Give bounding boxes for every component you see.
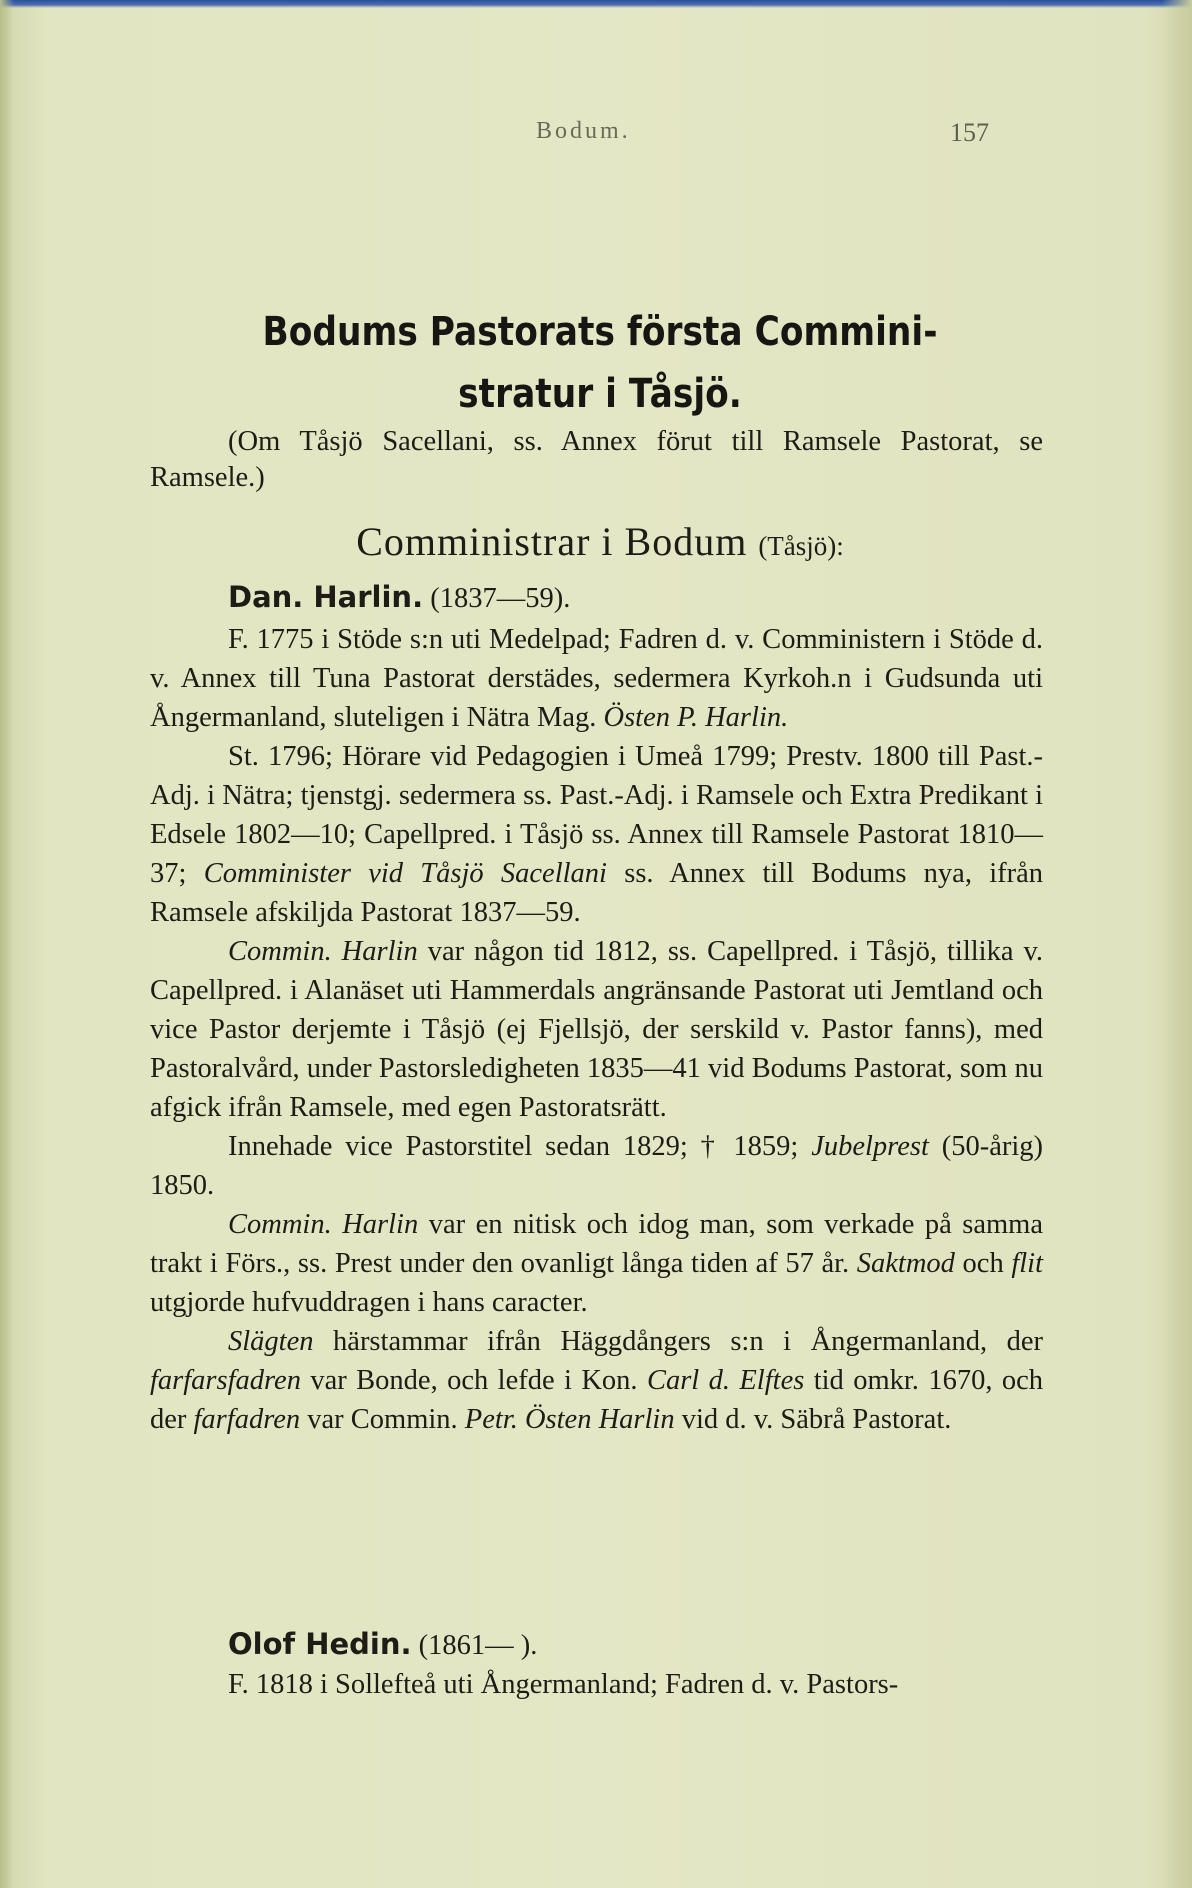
- character-saktmod: Saktmod: [856, 1248, 955, 1279]
- title-jubelprest: Jubelprest: [811, 1131, 929, 1162]
- section-title-small: (Tåsjö):: [758, 531, 844, 561]
- family-king: Carl d. Elftes: [646, 1365, 805, 1396]
- chapter-heading-line1: Bodums Pastorats första Commini-: [262, 309, 938, 355]
- family-text-3: tid omkr. 1670, och der: [150, 1365, 1043, 1435]
- birth-father: Östen P. Harlin.: [603, 702, 789, 733]
- intro-paragraph: [150, 424, 1043, 496]
- entry-name: Dan. Harlin.: [228, 580, 424, 614]
- entry-hedin: [150, 1625, 1043, 1704]
- running-head: [0, 118, 1192, 148]
- entry2-years: (1861— ).: [418, 1630, 538, 1661]
- running-head-title: Bodum.: [536, 118, 631, 144]
- career-text: St. 1796; Hörare vid Pedagogien i Umeå 1799; Prestv. 1800 till Past.-Adj. i Nätra; tjenstgj. sedermera ss. Past.-Adj. i Ramsele och Extra Predikant i Edsele 1802—10; Capellpred. i Tåsjö ss. Annex till Ramsele Pastorat 1810—37;: [150, 741, 1043, 889]
- entry2-name: Olof Hedin.: [228, 1627, 412, 1661]
- page-number: 157: [950, 118, 989, 147]
- title-text: Innehade vice Pastorstitel sedan 1829; † 1859;: [228, 1131, 799, 1162]
- family-farfarsfadren: farfarsfadren: [150, 1365, 301, 1396]
- note-text: var någon tid 1812, ss. Capellpred. i Tåsjö, tillika v. Capellpred. i Alanäset uti Hammerdals angränsande Pastorat uti Jemtland och vice Pastor derjemte i Tåsjö (ej Fjellsjö, der serskild v. Pastor fanns), med Pastoralvård, under Pastorsledigheten 1835—41 vid Bodums Pastorat, som nu afgick ifrån Ramsele, med egen Pastoratsrätt.: [150, 936, 1043, 1123]
- chapter-heading-line2: stratur i Tåsjö.: [458, 371, 742, 417]
- entry2-birth: F. 1818 i Sollefteå uti Ångermanland; Fadren d. v. Pastors-: [228, 1669, 899, 1700]
- family-slagten: Slägten: [228, 1326, 314, 1357]
- character-flit: flit: [1011, 1248, 1043, 1279]
- birth-text: F. 1775 i Stöde s:n uti Medelpad; Fadren d. v. Comministern i Stöde d. v. Annex till Tuna Pastorat derstädes, sedermera Kyrkoh.n i Gudsunda uti Ångermanland, sluteligen i Nätra Mag.: [150, 624, 1043, 733]
- family-text-2: var Bonde, och lefde i Kon.: [310, 1365, 638, 1396]
- section-title-main: Comministrar i Bodum: [356, 519, 748, 564]
- character-och: och: [962, 1248, 1004, 1279]
- note-subject: Commin. Harlin: [228, 936, 418, 967]
- intro-text: (Om Tåsjö Sacellani, ss. Annex förut till Ramsele Pastorat, se Ramsele.): [150, 426, 1043, 493]
- scan-edge-left: [0, 0, 14, 1888]
- career-title: Comminister vid Tåsjö Sacellani: [203, 858, 607, 889]
- family-text-5: vid d. v. Säbrå Pastorat.: [681, 1404, 952, 1435]
- career-text-end: ss. Annex till Bodums nya, ifrån Ramsele afskiljda Pastorat 1837—59.: [150, 858, 1044, 928]
- entry-years: (1837—59).: [430, 583, 571, 614]
- character-text-end: utgjorde hufvuddragen i hans caracter.: [150, 1287, 588, 1318]
- character-text: var en nitisk och idog man, som verkade på samma trakt i Förs., ss. Prest under den ovanligt långa tiden af 57 år.: [150, 1209, 1043, 1279]
- section-title: [150, 518, 1050, 565]
- family-text-4: var Commin.: [307, 1404, 458, 1435]
- title-text-end: (50-årig) 1850.: [150, 1131, 1044, 1201]
- family-farfadren: farfadren: [193, 1404, 301, 1435]
- family-text: härstammar ifrån Häggdångers s:n i Ångermanland, der: [333, 1326, 1043, 1357]
- family-ancestor: Petr. Östen Harlin: [464, 1404, 675, 1435]
- scan-edge-right: [1162, 0, 1192, 1888]
- character-subject: Commin. Harlin: [228, 1209, 419, 1240]
- scan-edge-top: [0, 0, 1192, 8]
- entry-harlin: [150, 578, 1043, 1439]
